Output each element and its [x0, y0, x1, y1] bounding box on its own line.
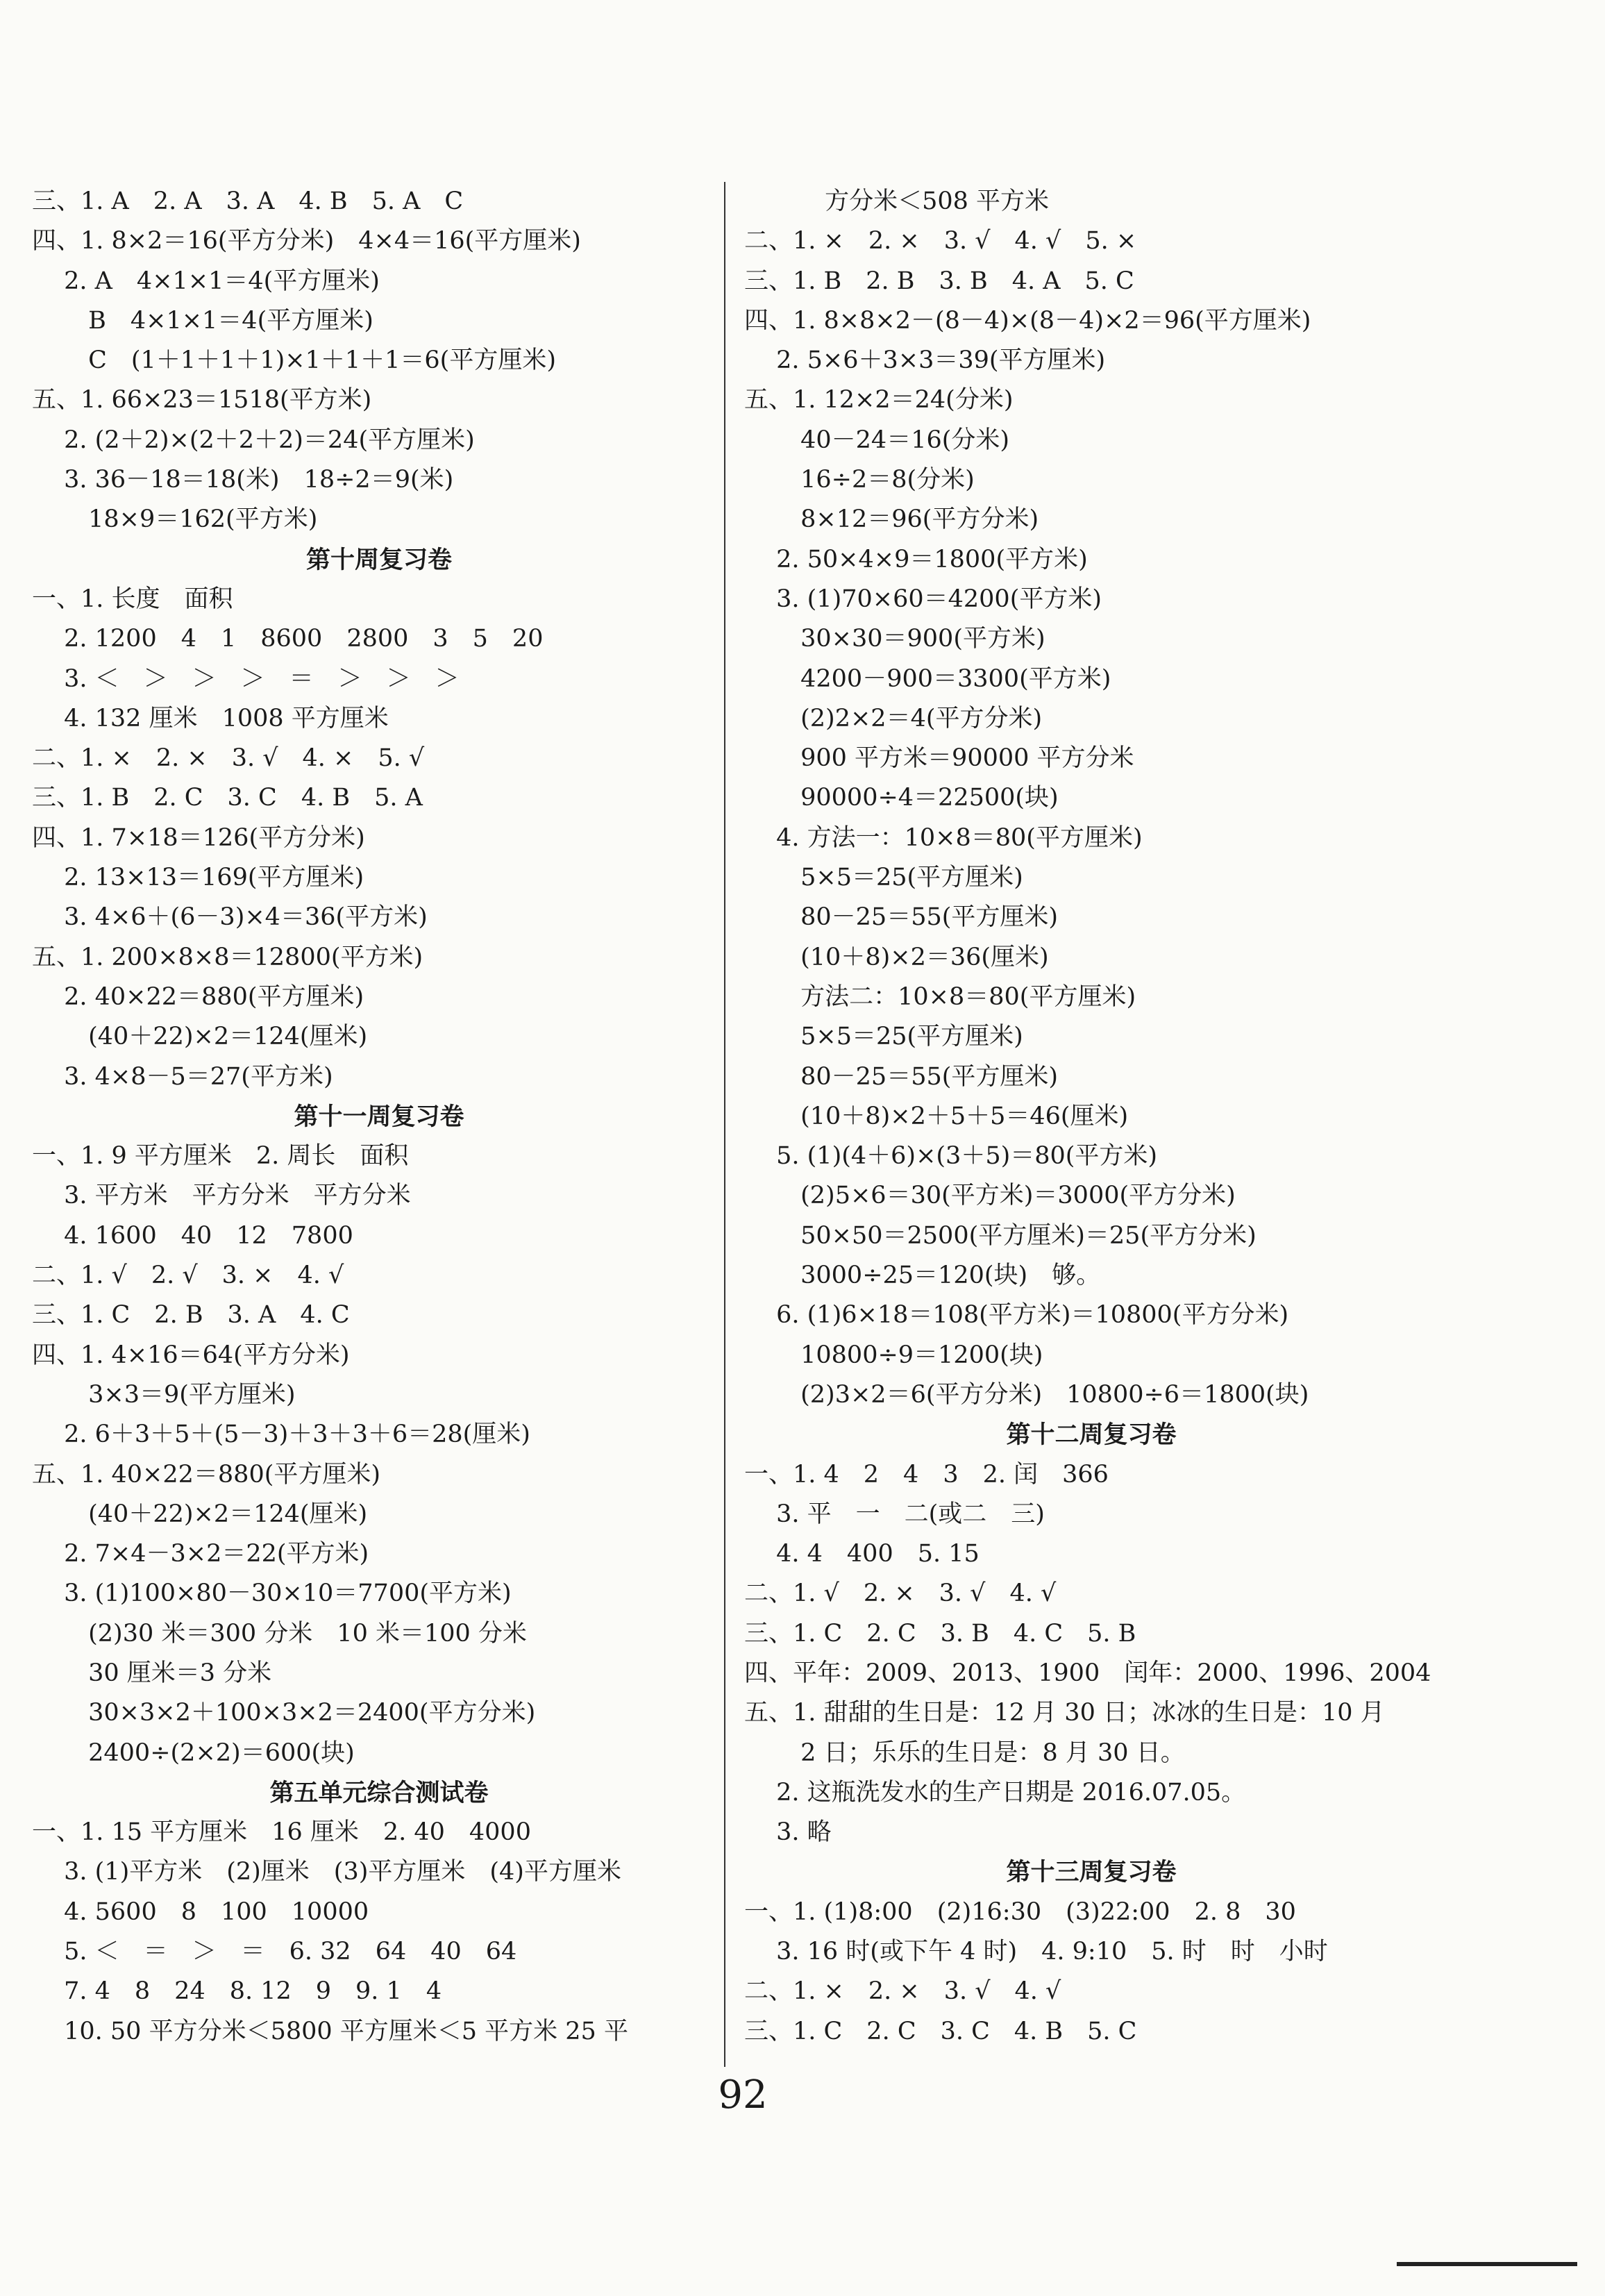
- answer-line: 2. 40×22＝880(平方厘米): [32, 982, 364, 1011]
- answer-line: (2)30 米＝300 分米 10 米＝100 分米: [32, 1619, 527, 1648]
- answer-line: 4. 5600 8 100 10000: [32, 1897, 369, 1926]
- answer-line: 40－24＝16(分米): [744, 426, 1010, 454]
- answer-line: 3. 略: [744, 1818, 832, 1847]
- answer-line: 80－25＝55(平方厘米): [744, 903, 1059, 932]
- answer-line: 五、1. 甜甜的生日是：12 月 30 日；冰冰的生日是：10 月: [744, 1699, 1385, 1727]
- answer-line: 5×5＝25(平方厘米): [744, 864, 1023, 892]
- answer-line: 900 平方米＝90000 平方分米: [744, 744, 1134, 773]
- answer-line: B 4×1×1＝4(平方厘米): [32, 306, 373, 335]
- answer-line: 方分米＜508 平方米: [744, 187, 1050, 215]
- answer-line: 五、1. 200×8×8＝12800(平方米): [32, 943, 423, 971]
- answer-line: 2. 5×6＋3×3＝39(平方厘米): [744, 346, 1106, 375]
- answer-line: 三、1. B 2. B 3. B 4. A 5. C: [744, 267, 1134, 295]
- answer-line: 五、1. 66×23＝1518(平方米): [32, 386, 372, 414]
- section-title: 第十三周复习卷: [1006, 1858, 1177, 1887]
- answer-line: 90000÷4＝22500(块): [744, 784, 1059, 812]
- answer-line: 一、1. 长度 面积: [32, 585, 233, 613]
- answer-line: 3. (1)平方米 (2)厘米 (3)平方厘米 (4)平方厘米: [32, 1858, 621, 1886]
- answer-line: 二、1. √ 2. × 3. √ 4. √: [744, 1579, 1057, 1608]
- answer-line: 四、1. 8×8×2－(8－4)×(8－4)×2＝96(平方厘米): [744, 306, 1311, 335]
- answer-line: 一、1. 4 2 4 3 2. 闰 366: [744, 1460, 1109, 1489]
- answer-line: 3×3＝9(平方厘米): [32, 1380, 296, 1409]
- left-column: [32, 182, 726, 2052]
- section-title: 第十周复习卷: [305, 545, 452, 574]
- answer-line: 二、1. × 2. × 3. √ 4. × 5. √: [32, 744, 425, 773]
- answer-line: 2 日；乐乐的生日是：8 月 30 日。: [744, 1738, 1185, 1767]
- answer-line: 5. (1)(4＋6)×(3＋5)＝80(平方米): [744, 1142, 1158, 1171]
- answer-line: 30×30＝900(平方米): [744, 625, 1045, 653]
- section-title: 第五单元综合测试卷: [269, 1778, 489, 1807]
- answer-line: 2. 6＋3＋5＋(5－3)＋3＋3＋6＝28(厘米): [32, 1421, 530, 1449]
- answer-line: 2. (2＋2)×(2＋2＋2)＝24(平方厘米): [32, 426, 475, 454]
- answer-line: 五、1. 12×2＝24(分米): [744, 386, 1014, 414]
- answer-line: (2)3×2＝6(平方分米) 10800÷6＝1800(块): [744, 1380, 1309, 1409]
- answer-line: 7. 4 8 24 8. 12 9 9. 1 4: [32, 1977, 442, 2006]
- section-title: 第十一周复习卷: [294, 1102, 464, 1131]
- answer-line: 四、1. 4×16＝64(平方分米): [32, 1341, 350, 1369]
- answer-line: 5×5＝25(平方厘米): [744, 1023, 1023, 1051]
- answer-line: 五、1. 40×22＝880(平方厘米): [32, 1460, 381, 1489]
- answer-line: 四、平年：2009、2013、1900 闰年：2000、1996、2004: [744, 1659, 1431, 1687]
- answer-line: 2. A 4×1×1＝4(平方厘米): [32, 267, 380, 295]
- answer-line: 6. (1)6×18＝108(平方米)＝10800(平方分米): [744, 1301, 1289, 1330]
- answer-line: 4. 1600 40 12 7800: [32, 1221, 353, 1250]
- answer-line: 二、1. × 2. × 3. √ 4. √ 5. ×: [744, 227, 1137, 255]
- answer-line: 30 厘米＝3 分米: [32, 1659, 272, 1687]
- answer-line: 3. 4×6＋(6－3)×4＝36(平方米): [32, 903, 428, 932]
- answer-line: 一、1. (1)8:00 (2)16:30 (3)22:00 2. 8 30: [744, 1897, 1296, 1926]
- answer-line: (10＋8)×2＋5＋5＝46(厘米): [744, 1102, 1129, 1130]
- answer-line: 一、1. 15 平方厘米 16 厘米 2. 40 4000: [32, 1818, 531, 1847]
- answer-line: 三、1. B 2. C 3. C 4. B 5. A: [32, 784, 423, 812]
- answer-line: 4200－900＝3300(平方米): [744, 664, 1111, 693]
- answer-line: 方法二：10×8＝80(平方厘米): [744, 982, 1136, 1011]
- answer-line: 16÷2＝8(分米): [744, 466, 975, 494]
- answer-line: 4. 132 厘米 1008 平方厘米: [32, 704, 389, 732]
- answer-line: 2. 13×13＝169(平方厘米): [32, 864, 364, 892]
- answer-line: 3. 36－18＝18(米) 18÷2＝9(米): [32, 466, 454, 494]
- answer-line: 10. 50 平方分米＜5800 平方厘米＜5 平方米 25 平: [32, 2017, 628, 2045]
- answer-line: 80－25＝55(平方厘米): [744, 1062, 1059, 1091]
- answer-line: 2. 1200 4 1 8600 2800 3 5 20: [32, 625, 544, 653]
- answer-line: 5. ＜ ＝ ＞ ＝ 6. 32 64 40 64: [32, 1938, 517, 1966]
- section-title: 第十二周复习卷: [1006, 1421, 1177, 1450]
- answer-line: 3. (1)70×60＝4200(平方米): [744, 585, 1102, 613]
- answer-line: 18×9＝162(平方米): [32, 505, 318, 534]
- answer-line: 三、1. C 2. C 3. B 4. C 5. B: [744, 1619, 1136, 1648]
- answer-line: 3. 平 一 二(或二 三): [744, 1500, 1045, 1528]
- answer-line: 三、1. C 2. B 3. A 4. C: [32, 1301, 350, 1330]
- answer-line: 3000÷25＝120(块) 够。: [744, 1262, 1101, 1290]
- answer-line: (2)5×6＝30(平方米)＝3000(平方分米): [744, 1182, 1236, 1210]
- answer-line: 8×12＝96(平方分米): [744, 505, 1039, 534]
- answer-line: 50×50＝2500(平方厘米)＝25(平方分米): [744, 1221, 1257, 1250]
- answer-line: 4. 方法一：10×8＝80(平方厘米): [744, 823, 1143, 852]
- corner-rule: [1397, 2262, 1577, 2266]
- answer-line: 30×3×2＋100×3×2＝2400(平方分米): [32, 1699, 536, 1727]
- right-column: [744, 182, 1438, 2052]
- answer-line: (40＋22)×2＝124(厘米): [32, 1023, 368, 1051]
- page-number: 92: [718, 2072, 768, 2118]
- answer-line: 四、1. 7×18＝126(平方分米): [32, 823, 365, 852]
- answer-line: 3. 平方米 平方分米 平方分米: [32, 1182, 411, 1210]
- answer-line: 一、1. 9 平方厘米 2. 周长 面积: [32, 1142, 409, 1171]
- answer-line: 2. 7×4－3×2＝22(平方米): [32, 1540, 369, 1568]
- answer-line: 10800÷9＝1200(块): [744, 1341, 1043, 1369]
- answer-line: 2. 这瓶洗发水的生产日期是 2016.07.05。: [744, 1778, 1246, 1807]
- answer-line: 4. 4 400 5. 15: [744, 1540, 980, 1568]
- answer-line: (2)2×2＝4(平方分米): [744, 704, 1043, 732]
- answer-line: 3. ＜ ＞ ＞ ＞ ＝ ＞ ＞ ＞: [32, 664, 460, 693]
- answer-line: 四、1. 8×2＝16(平方分米) 4×4＝16(平方厘米): [32, 227, 581, 255]
- answer-line: 二、1. × 2. × 3. √ 4. √: [744, 1977, 1061, 2006]
- answer-line: 3. (1)100×80－30×10＝7700(平方米): [32, 1579, 512, 1608]
- answer-line: 二、1. √ 2. √ 3. × 4. √: [32, 1262, 344, 1290]
- answer-line: (40＋22)×2＝124(厘米): [32, 1500, 368, 1528]
- answer-line: 三、1. C 2. C 3. C 4. B 5. C: [744, 2017, 1137, 2045]
- column-divider: [724, 182, 725, 2067]
- answer-line: 2400÷(2×2)＝600(块): [32, 1738, 355, 1767]
- answer-line: 2. 50×4×9＝1800(平方米): [744, 545, 1088, 573]
- answer-line: 三、1. A 2. A 3. A 4. B 5. A C: [32, 187, 464, 215]
- answer-line: C (1＋1＋1＋1)×1＋1＋1＝6(平方厘米): [32, 346, 556, 375]
- answer-line: (10＋8)×2＝36(厘米): [744, 943, 1049, 971]
- answer-line: 3. 4×8－5＝27(平方米): [32, 1062, 333, 1091]
- answer-line: 3. 16 时(或下午 4 时) 4. 9:10 5. 时 时 小时: [744, 1938, 1328, 1966]
